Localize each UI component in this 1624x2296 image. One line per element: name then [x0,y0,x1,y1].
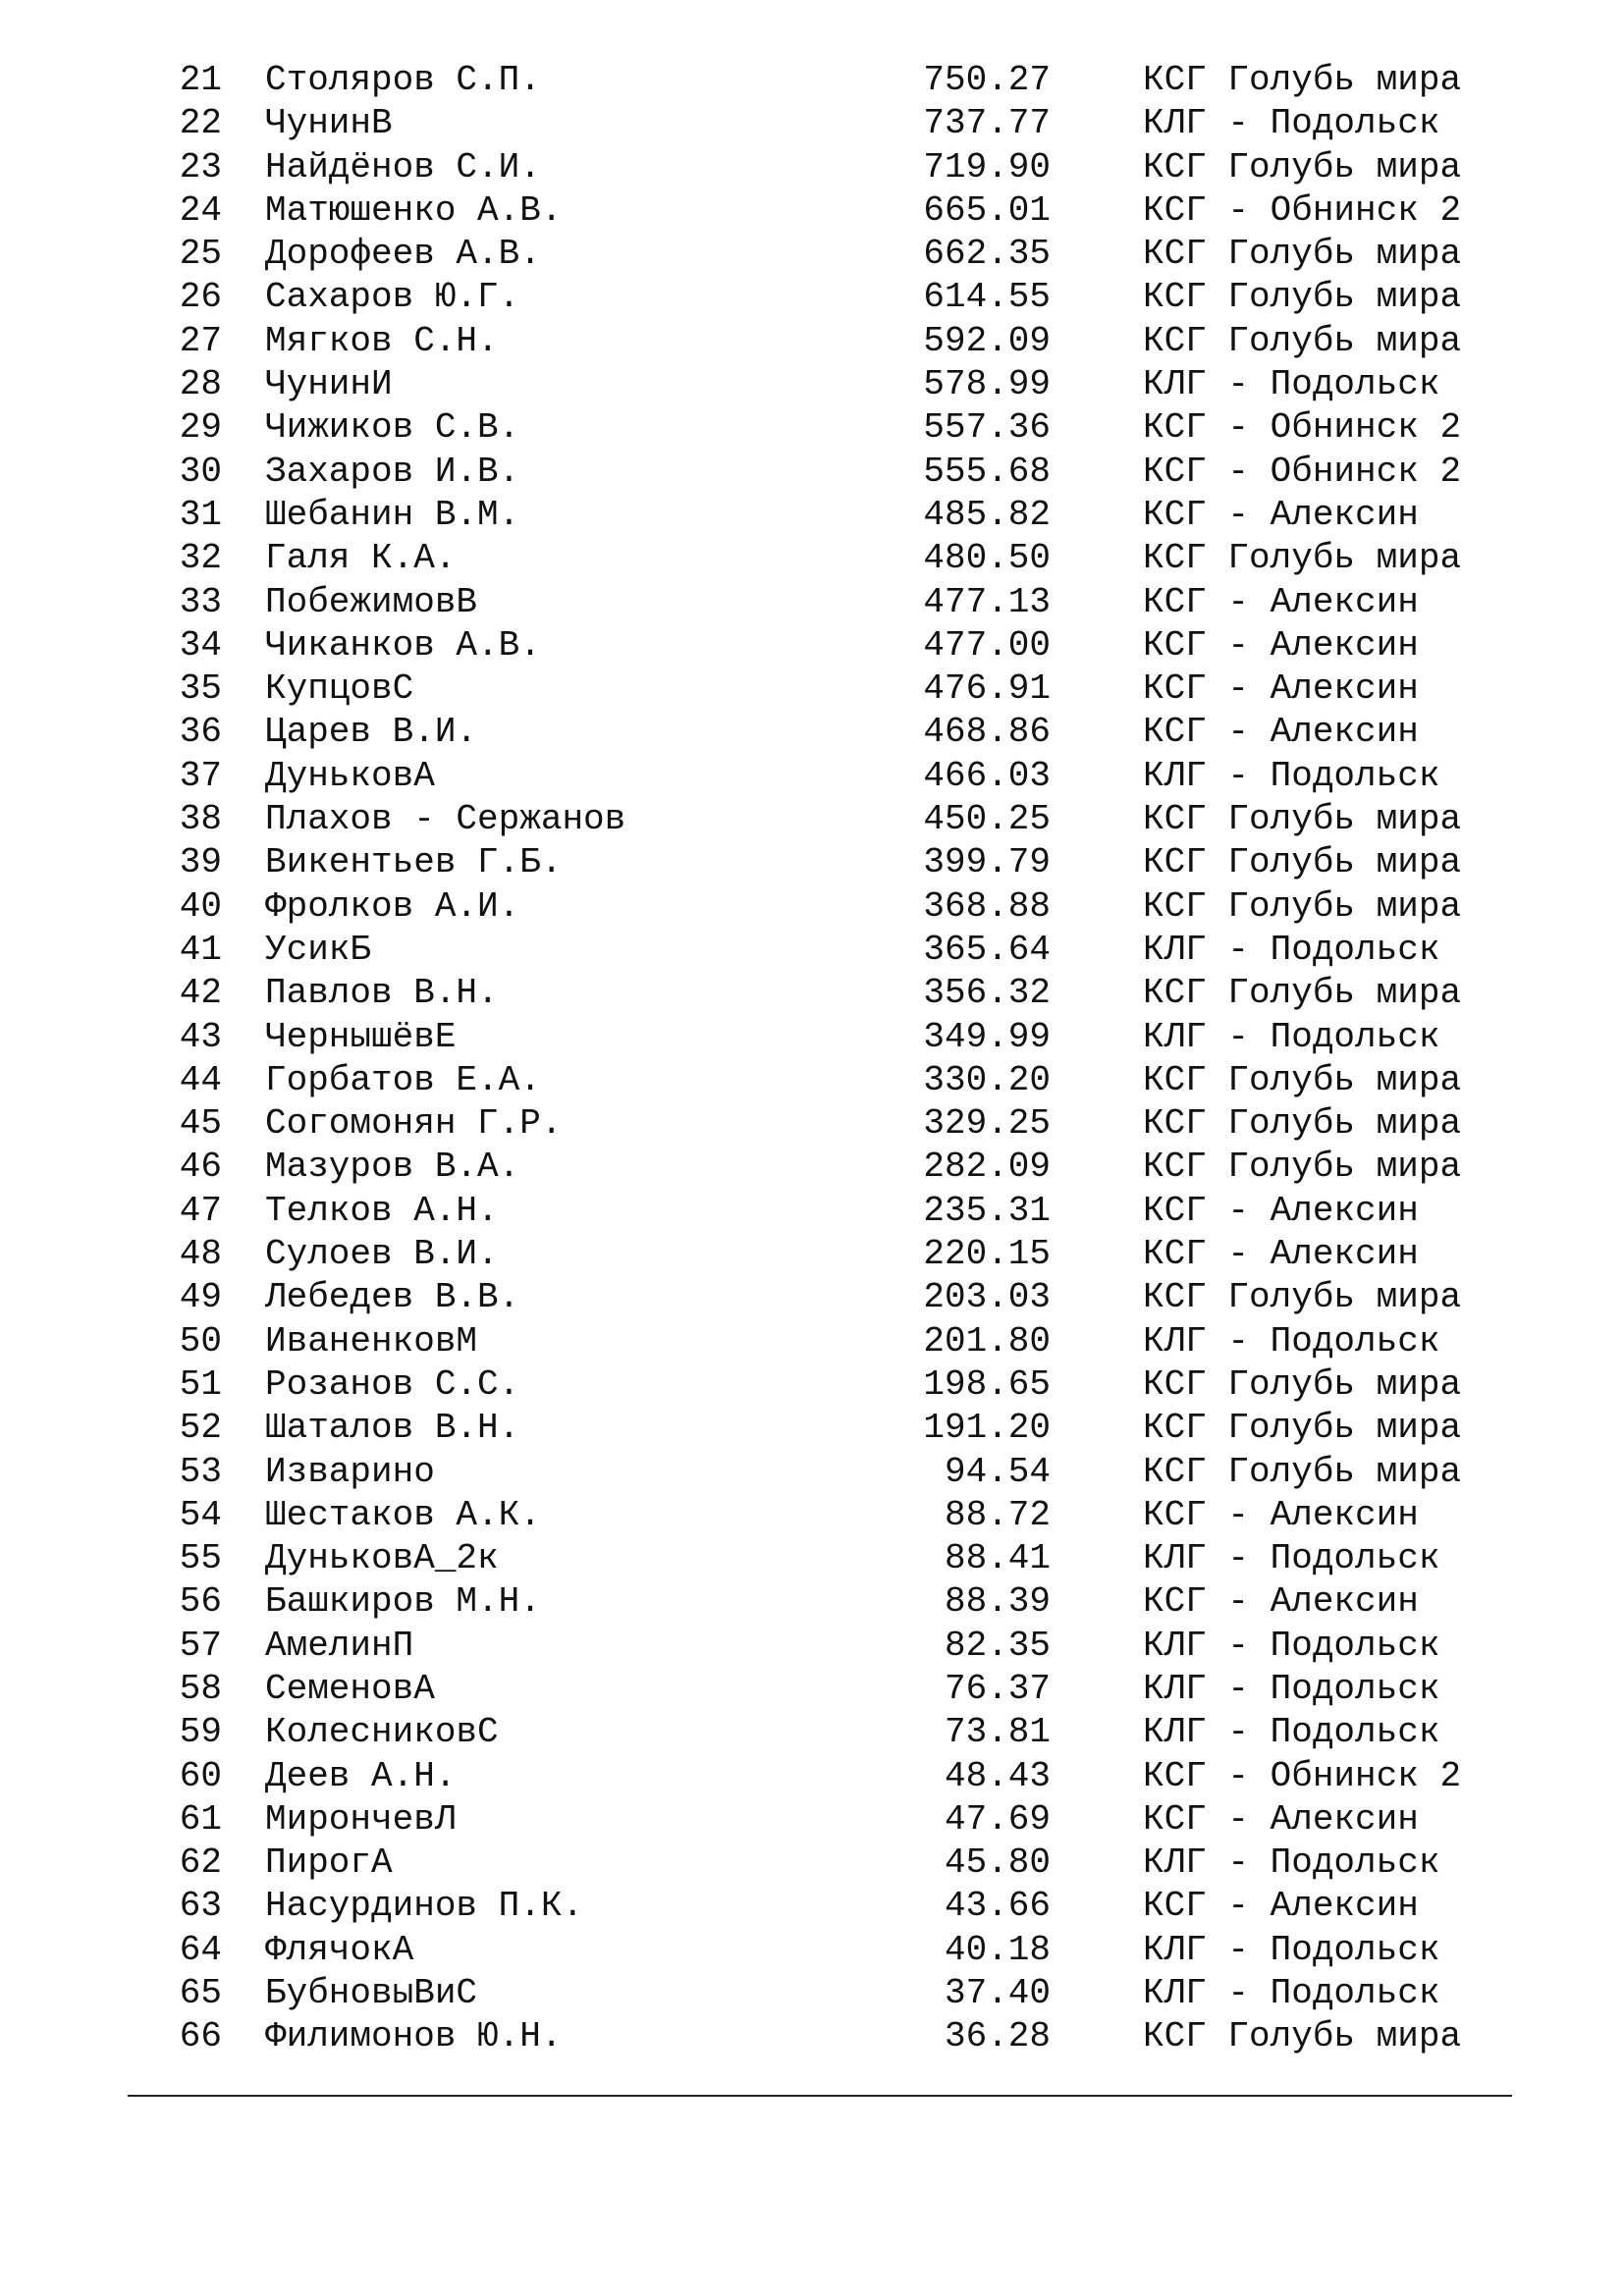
score-value: 45.80 [944,1842,1051,1884]
club-name: КСГ Голубь мира [1143,146,1462,187]
result-row [0,1320,1624,1363]
result-row [0,1363,1624,1407]
result-row [0,59,1624,102]
score-value: 750.27 [923,60,1051,100]
participant-name: КупцовС [265,668,414,710]
result-row [0,1146,1624,1189]
score-value: 662.35 [923,234,1051,275]
score-value: 47.69 [944,1798,1051,1840]
club-name: КСГ Голубь мира [1143,277,1462,318]
result-row [0,1972,1624,2015]
score-value: 198.65 [923,1363,1051,1405]
participant-name: Шестаков А.К. [265,1494,541,1535]
result-row [0,1102,1624,1146]
club-name: КСГ - Обнинск 2 [1143,451,1462,492]
result-row [0,885,1624,929]
club-name: КСГ Голубь мира [1143,320,1462,361]
participant-name: Согомонян Г.Р. [265,1103,563,1145]
club-name: КСГ - Алексин [1143,624,1419,666]
rank-cell: 29 [179,407,222,449]
participant-name: ЧунинИ [265,364,393,405]
club-name: КСГ - Обнинск 2 [1143,1755,1462,1796]
rank-cell: 65 [179,1973,222,2014]
result-row [0,189,1624,233]
rank-cell: 31 [179,494,222,535]
participant-name: ДуньковА_2к [265,1538,499,1579]
participant-name: Дорофеев А.В. [265,234,541,275]
rank-cell: 60 [179,1755,222,1796]
club-name: КСГ Голубь мира [1143,842,1462,883]
club-name: КСГ - Обнинск 2 [1143,189,1462,231]
rank-cell: 58 [179,1668,222,1709]
rank-cell: 62 [179,1842,222,1884]
rank-cell: 46 [179,1147,222,1188]
rank-cell: 47 [179,1190,222,1231]
participant-name: Башкиров М.Н. [265,1581,541,1623]
rank-cell: 23 [179,146,222,187]
participant-name: Галя К.А. [265,538,457,579]
club-name: КСГ - Алексин [1143,712,1419,753]
club-name: КСГ - Алексин [1143,581,1419,622]
rank-cell: 49 [179,1277,222,1318]
score-value: 365.64 [923,929,1051,970]
score-value: 220.15 [923,1234,1051,1275]
score-value: 399.79 [923,842,1051,883]
result-row [0,146,1624,189]
rank-cell: 37 [179,755,222,796]
rank-cell: 61 [179,1798,222,1840]
club-name: КЛГ - Подольск [1143,1929,1440,1970]
result-row [0,276,1624,319]
participant-name: ПирогА [265,1842,393,1884]
result-row [0,233,1624,276]
score-value: 468.86 [923,712,1051,753]
club-name: КСГ - Алексин [1143,668,1419,710]
score-value: 477.13 [923,581,1051,622]
result-row [0,537,1624,580]
result-row [0,2015,1624,2058]
club-name: КЛГ - Подольск [1143,103,1440,144]
result-row [0,667,1624,711]
result-row [0,929,1624,972]
rank-cell: 56 [179,1581,222,1623]
participant-name: Шебанин В.М. [265,494,520,535]
rank-cell: 45 [179,1103,222,1145]
score-value: 719.90 [923,146,1051,187]
score-value: 88.41 [944,1538,1051,1579]
score-value: 349.99 [923,1016,1051,1057]
score-value: 37.40 [944,1973,1051,2014]
club-name: КЛГ - Подольск [1143,1016,1440,1057]
rank-cell: 41 [179,929,222,970]
club-name: КСГ Голубь мира [1143,1059,1462,1100]
rank-cell: 52 [179,1408,222,1449]
result-row [0,972,1624,1015]
participant-name: Сахаров Ю.Г. [265,277,520,318]
rank-cell: 53 [179,1451,222,1492]
rank-cell: 63 [179,1886,222,1927]
club-name: КСГ - Алексин [1143,1798,1419,1840]
participant-name: ПобежимовВ [265,581,478,622]
participant-name: Сулоев В.И. [265,1234,499,1275]
score-value: 476.91 [923,668,1051,710]
result-row [0,1668,1624,1711]
result-row [0,1059,1624,1102]
rank-cell: 22 [179,103,222,144]
result-row [0,841,1624,884]
result-row [0,1537,1624,1580]
result-row [0,494,1624,537]
rank-cell: 36 [179,712,222,753]
participant-name: Найдёнов С.И. [265,146,541,187]
score-value: 737.77 [923,103,1051,144]
result-row [0,1755,1624,1798]
score-value: 82.35 [944,1625,1051,1666]
club-name: КСГ - Алексин [1143,494,1419,535]
result-row [0,1233,1624,1276]
score-value: 73.81 [944,1712,1051,1753]
score-value: 665.01 [923,189,1051,231]
result-row [0,1885,1624,1928]
score-value: 614.55 [923,277,1051,318]
participant-name: ФлячокА [265,1929,414,1970]
club-name: КЛГ - Подольск [1143,1320,1440,1362]
result-row [0,1451,1624,1494]
rank-cell: 33 [179,581,222,622]
participant-name: Мазуров В.А. [265,1147,520,1188]
rank-cell: 27 [179,320,222,361]
participant-name: Изварино [265,1451,435,1492]
club-name: КЛГ - Подольск [1143,1842,1440,1884]
rank-cell: 24 [179,189,222,231]
result-row [0,798,1624,841]
result-row [0,1711,1624,1754]
result-row [0,1580,1624,1624]
score-value: 356.32 [923,973,1051,1014]
club-name: КСГ - Обнинск 2 [1143,407,1462,449]
result-row [0,624,1624,667]
club-name: КСГ - Алексин [1143,1494,1419,1535]
rank-cell: 28 [179,364,222,405]
score-value: 76.37 [944,1668,1051,1709]
club-name: КЛГ - Подольск [1143,364,1440,405]
participant-name: БубновыВиС [265,1973,478,2014]
rank-cell: 32 [179,538,222,579]
score-value: 480.50 [923,538,1051,579]
participant-name: Викентьев Г.Б. [265,842,563,883]
participant-name: Чижиков С.В. [265,407,520,449]
club-name: КЛГ - Подольск [1143,755,1440,796]
participant-name: ИваненковМ [265,1320,478,1362]
result-row [0,1407,1624,1450]
participant-name: УсикБ [265,929,372,970]
rank-cell: 26 [179,277,222,318]
rank-cell: 30 [179,451,222,492]
score-value: 88.72 [944,1494,1051,1535]
club-name: КСГ Голубь мира [1143,885,1462,927]
participant-name: ЧернышёвЕ [265,1016,457,1057]
club-name: КСГ Голубь мира [1143,1451,1462,1492]
participant-name: Деев А.Н. [265,1755,457,1796]
club-name: КЛГ - Подольск [1143,1538,1440,1579]
result-row [0,755,1624,798]
score-value: 557.36 [923,407,1051,449]
club-name: КСГ Голубь мира [1143,2016,1462,2057]
participant-name: ДуньковА [265,755,435,796]
result-row [0,1929,1624,1972]
rank-cell: 64 [179,1929,222,1970]
participant-name: Шаталов В.Н. [265,1408,520,1449]
club-name: КЛГ - Подольск [1143,1625,1440,1666]
result-row [0,1625,1624,1668]
score-value: 450.25 [923,799,1051,840]
rank-cell: 21 [179,60,222,100]
club-name: КЛГ - Подольск [1143,1973,1440,2014]
club-name: КСГ Голубь мира [1143,234,1462,275]
rank-cell: 42 [179,973,222,1014]
club-name: КСГ Голубь мира [1143,1277,1462,1318]
score-value: 235.31 [923,1190,1051,1231]
score-value: 203.03 [923,1277,1051,1318]
score-value: 43.66 [944,1886,1051,1927]
rank-cell: 48 [179,1234,222,1275]
club-name: КСГ Голубь мира [1143,1147,1462,1188]
rank-cell: 35 [179,668,222,710]
score-value: 477.00 [923,624,1051,666]
rank-cell: 66 [179,2016,222,2057]
club-name: КСГ Голубь мира [1143,1363,1462,1405]
rank-cell: 25 [179,234,222,275]
club-name: КСГ Голубь мира [1143,1103,1462,1145]
participant-name: КолесниковС [265,1712,499,1753]
participant-name: Столяров С.П. [265,60,541,100]
result-row [0,451,1624,494]
score-value: 578.99 [923,364,1051,405]
participant-name: МирончевЛ [265,1798,457,1840]
score-value: 191.20 [923,1408,1051,1449]
result-row [0,1494,1624,1537]
score-value: 592.09 [923,320,1051,361]
participant-name: Насурдинов П.К. [265,1886,584,1927]
club-name: КСГ - Алексин [1143,1234,1419,1275]
result-row [0,1842,1624,1885]
result-row [0,102,1624,145]
rank-cell: 59 [179,1712,222,1753]
rank-cell: 51 [179,1363,222,1405]
club-name: КСГ Голубь мира [1143,538,1462,579]
result-row [0,363,1624,406]
club-name: КЛГ - Подольск [1143,929,1440,970]
result-row [0,1016,1624,1059]
score-value: 330.20 [923,1059,1051,1100]
club-name: КСГ Голубь мира [1143,60,1462,100]
score-value: 466.03 [923,755,1051,796]
rank-cell: 40 [179,885,222,927]
participant-name: Фролков А.И. [265,885,520,927]
club-name: КСГ - Алексин [1143,1886,1419,1927]
participant-name: Павлов В.Н. [265,973,499,1014]
participant-name: Царев В.И. [265,712,478,753]
result-row [0,1190,1624,1233]
score-value: 329.25 [923,1103,1051,1145]
results-list [0,59,1624,2059]
participant-name: Розанов С.С. [265,1363,520,1405]
score-value: 201.80 [923,1320,1051,1362]
participant-name: Мягков С.Н. [265,320,499,361]
club-name: КСГ Голубь мира [1143,1408,1462,1449]
participant-name: Филимонов Ю.Н. [265,2016,563,2057]
rank-cell: 43 [179,1016,222,1057]
participant-name: Плахов - Сержанов [265,799,626,840]
participant-name: Захаров И.В. [265,451,520,492]
result-row [0,581,1624,624]
score-value: 36.28 [944,2016,1051,2057]
footer-divider [128,2095,1512,2097]
participant-name: АмелинП [265,1625,414,1666]
score-value: 368.88 [923,885,1051,927]
club-name: КСГ - Алексин [1143,1190,1419,1231]
participant-name: Матюшенко А.В. [265,189,563,231]
club-name: КЛГ - Подольск [1143,1668,1440,1709]
rank-cell: 39 [179,842,222,883]
rank-cell: 55 [179,1538,222,1579]
club-name: КСГ Голубь мира [1143,799,1462,840]
rank-cell: 34 [179,624,222,666]
rank-cell: 38 [179,799,222,840]
participant-name: ЧунинВ [265,103,393,144]
score-value: 94.54 [944,1451,1051,1492]
club-name: КСГ - Алексин [1143,1581,1419,1623]
score-value: 88.39 [944,1581,1051,1623]
rank-cell: 44 [179,1059,222,1100]
club-name: КЛГ - Подольск [1143,1712,1440,1753]
score-value: 485.82 [923,494,1051,535]
score-value: 40.18 [944,1929,1051,1970]
participant-name: Телков А.Н. [265,1190,499,1231]
score-value: 48.43 [944,1755,1051,1796]
rank-cell: 50 [179,1320,222,1362]
rank-cell: 54 [179,1494,222,1535]
score-value: 555.68 [923,451,1051,492]
participant-name: Чиканков А.В. [265,624,541,666]
participant-name: Лебедев В.В. [265,1277,520,1318]
club-name: КСГ Голубь мира [1143,973,1462,1014]
result-row [0,320,1624,363]
score-value: 282.09 [923,1147,1051,1188]
result-row [0,711,1624,754]
participant-name: Горбатов Е.А. [265,1059,541,1100]
rank-cell: 57 [179,1625,222,1666]
result-row [0,1276,1624,1319]
participant-name: СеменовА [265,1668,435,1709]
result-row [0,1798,1624,1842]
result-row [0,406,1624,450]
